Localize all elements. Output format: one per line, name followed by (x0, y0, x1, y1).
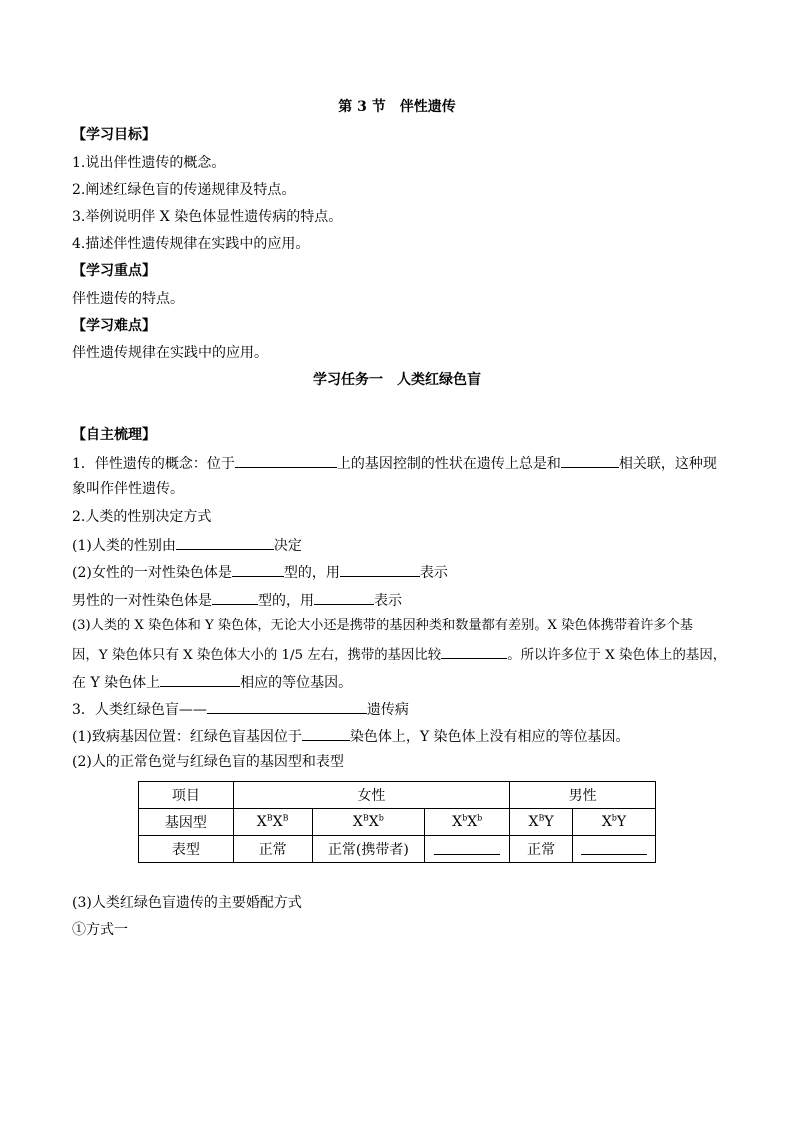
answer-blank[interactable] (314, 589, 374, 605)
text-line (72, 561, 448, 583)
objectives-heading: 【学习目标】 (72, 127, 156, 143)
answer-blank[interactable] (302, 725, 350, 741)
genotype-cell: $X^BX^B$ (233, 809, 312, 836)
answer-blank[interactable] (160, 671, 240, 687)
text-segment: 1．伴性遗传的概念：位于 (72, 456, 235, 472)
text-segment: 表示 (374, 593, 402, 609)
text-line: ①方式一 (72, 922, 128, 938)
objective-item: 4.描述伴性遗传规律在实践中的应用。 (72, 236, 310, 252)
phenotype-cell (573, 836, 656, 863)
objective-item: 3.举例说明伴 X 染色体显性遗传病的特点。 (72, 209, 343, 225)
text-segment: 决定 (273, 538, 302, 554)
genotype-cell: $X^BX^b$ (312, 809, 425, 836)
text-segment: 男性的一对性染色体是 (72, 593, 212, 609)
table-header-cell: 项目 (139, 782, 234, 809)
text-line: (3)人类的 X 染色体和 Y 染色体，无论大小还是携带的基因种类和数量都有差别。X 染色体携带着许多个基 (72, 618, 693, 633)
text-line (72, 452, 717, 474)
text-segment: 在 Y 染色体上 (72, 675, 161, 691)
task-title: 学习任务一 人类红绿色盲 (313, 372, 481, 388)
text-segment: 上的基因控制的性状在遗传上总是和 (336, 456, 561, 472)
text-line (72, 589, 402, 611)
text-line (72, 671, 352, 693)
answer-blank[interactable] (434, 840, 500, 855)
answer-blank[interactable] (581, 840, 647, 855)
text-segment: 相应的等位基因。 (240, 675, 353, 691)
text-segment: 遗传病 (366, 702, 409, 718)
text-line (72, 643, 726, 666)
section-heading: 【自主梳理】 (72, 427, 156, 443)
answer-blank[interactable] (340, 561, 420, 577)
table-row-label: 基因型 (139, 809, 234, 836)
genotype-cell: $X^BY$ (510, 809, 573, 836)
answer-blank[interactable] (212, 589, 258, 605)
table-row (139, 809, 656, 836)
answer-blank[interactable] (176, 534, 274, 550)
phenotype-cell: 正常 (233, 836, 312, 863)
answer-blank[interactable] (232, 561, 284, 577)
text-segment: (1)人类的性别由 (72, 538, 176, 554)
objective-item: 2.阐述红绿色盲的传递规律及特点。 (72, 182, 296, 198)
genotype-cell: $X^bY$ (573, 809, 656, 836)
objective-item: 1.说出伴性遗传的概念。 (72, 155, 226, 171)
text-line: (2)人的正常色觉与红绿色盲的基因型和表型 (72, 754, 344, 770)
text-segment: 表示 (419, 565, 448, 581)
table-row (139, 782, 656, 809)
text-line: 象叫作伴性遗传。 (72, 481, 184, 497)
text-line: (3)人类红绿色盲遗传的主要婚配方式 (72, 895, 302, 911)
text-segment: 染色体上，Y 染色体上没有相应的等位基因。 (349, 729, 630, 745)
text-line (72, 725, 630, 747)
text-line (72, 534, 302, 556)
key-points-heading: 【学习重点】 (72, 263, 156, 279)
table-header-cell: 女性 (233, 782, 509, 809)
key-points-text: 伴性遗传的特点。 (72, 291, 184, 307)
phenotype-cell (425, 836, 510, 863)
table-row-label: 表型 (139, 836, 234, 863)
genotype-phenotype-table (138, 781, 656, 863)
text-segment: 型的，用 (283, 565, 340, 581)
text-line: 2.人类的性别决定方式 (72, 509, 212, 525)
text-segment: (1)致病基因位置：红绿色盲基因位于 (72, 729, 302, 745)
text-segment: 因，Y 染色体只有 X 染色体大小的 1/5 左右，携带的基因比较 (72, 648, 442, 663)
text-segment: 型的，用 (258, 593, 314, 609)
genotype-cell: $X^bX^b$ (425, 809, 510, 836)
answer-blank[interactable] (441, 643, 507, 659)
phenotype-cell: 正常(携带者) (312, 836, 425, 863)
answer-blank[interactable] (561, 452, 619, 468)
table-header-cell: 男性 (510, 782, 656, 809)
text-segment: 相关联，这种现 (618, 456, 717, 472)
text-line (72, 698, 409, 720)
answer-blank[interactable] (235, 452, 337, 468)
phenotype-cell: 正常 (510, 836, 573, 863)
page-title: 第 3 节 伴性遗传 (338, 99, 456, 115)
table-row (139, 836, 656, 863)
difficulties-heading: 【学习难点】 (72, 318, 156, 334)
difficulties-text: 伴性遗传规律在实践中的应用。 (72, 345, 268, 361)
answer-blank[interactable] (207, 698, 367, 714)
text-segment: (2)女性的一对性染色体是 (72, 565, 232, 581)
text-segment: 。所以许多位于 X 染色体上的基因， (507, 648, 727, 663)
text-segment: 3．人类红绿色盲—— (72, 702, 207, 718)
